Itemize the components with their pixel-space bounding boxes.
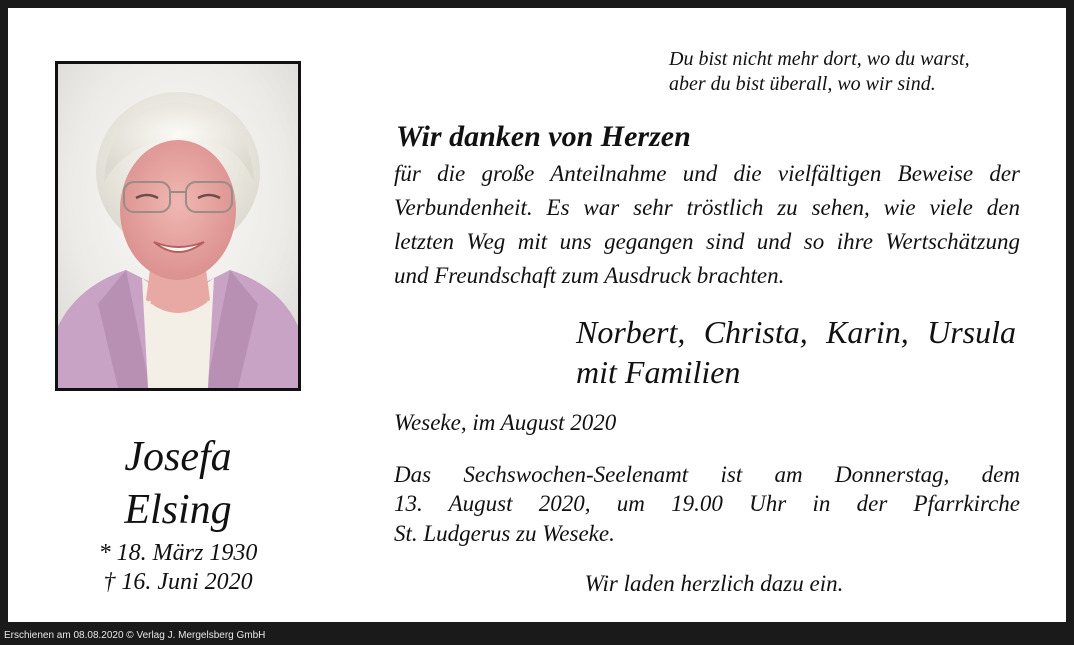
deceased-first-name: Josefa xyxy=(124,434,232,480)
service-text-line: Das Sechswochen-Seelenamt ist am Donnerstag, dem xyxy=(394,462,1020,487)
invitation-text: Wir laden herzlich dazu ein. xyxy=(584,571,844,596)
service-text-line: St. Ludgerus zu Weseke. xyxy=(394,521,615,546)
death-date: † 16. Juni 2020 xyxy=(103,569,253,595)
motto-line: Du bist nicht mehr dort, wo du warst, xyxy=(669,48,970,70)
portrait-image xyxy=(58,64,298,388)
thanks-text-line: und Freundschaft zum Ausdruck brachten. xyxy=(394,263,785,288)
family-signature: Norbert, Christa, Karin, Ursula xyxy=(576,314,1016,350)
portrait-photo xyxy=(55,61,301,391)
birth-date: * 18. März 1930 xyxy=(98,540,258,566)
obituary-card xyxy=(8,8,1066,622)
place-date: Weseke, im August 2020 xyxy=(394,410,617,435)
deceased-last-name: Elsing xyxy=(124,487,232,533)
thank-you-heading: Wir danken von Herzen xyxy=(396,120,691,153)
service-text-line: 13. August 2020, um 19.00 Uhr in der Pfarrkirche xyxy=(394,491,1020,516)
family-signature: mit Familien xyxy=(576,354,741,390)
thanks-text-line: für die große Anteilnahme und die vielfältigen Beweise der xyxy=(394,161,1020,186)
thanks-text-line: Verbundenheit. Es war sehr tröstlich zu sehen, wie viele den xyxy=(394,195,1020,220)
publication-footer: Erschienen am 08.08.2020 © Verlag J. Mergelsberg GmbH xyxy=(4,630,266,641)
motto-line: aber du bist überall, wo wir sind. xyxy=(669,73,936,95)
thanks-text-line: letzten Weg mit uns gegangen sind und so ihre Wertschätzung xyxy=(394,229,1020,254)
